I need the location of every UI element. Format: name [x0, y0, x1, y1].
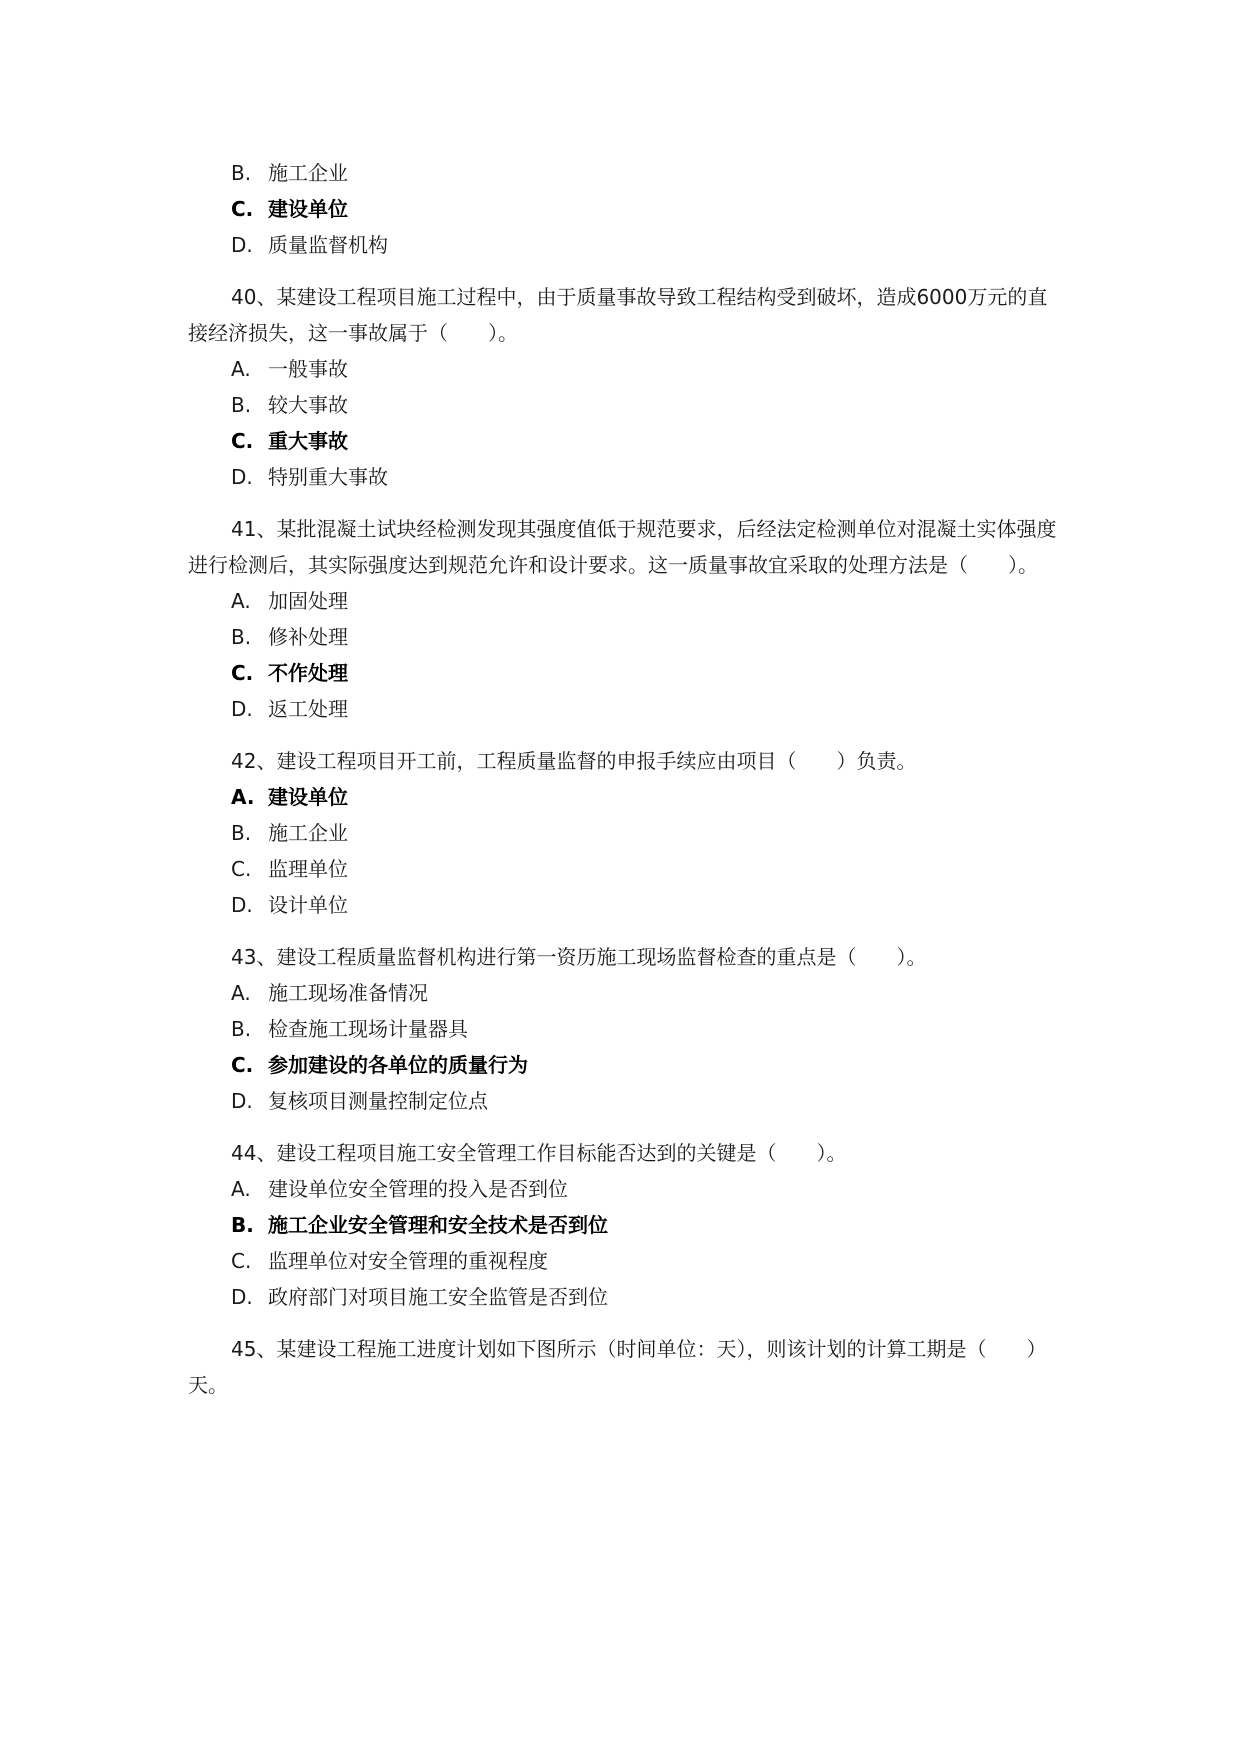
option-a: A. 一般事故	[231, 357, 348, 381]
question-stem: 40、某建设工程项目施工过程中，由于质量事故导致工程结构受到破坏，造成6000万元的直接经济损失，这一事故属于（ ）。	[188, 285, 1048, 345]
option-c-answer: C. 建设单位	[231, 197, 348, 221]
question-45	[188, 1331, 1058, 1403]
option-d: D. 特别重大事故	[231, 465, 388, 489]
question-42	[188, 743, 1058, 923]
option-c-answer: C. 参加建设的各单位的质量行为	[231, 1053, 528, 1077]
question-44	[188, 1135, 1058, 1315]
option-a-answer: A. 建设单位	[231, 785, 348, 809]
document-body	[188, 155, 1058, 1403]
option-c-answer: C. 重大事故	[231, 429, 348, 453]
option-d: D. 质量监督机构	[231, 233, 388, 257]
option-c: C. 监理单位	[231, 857, 348, 881]
option-d: D. 复核项目测量控制定位点	[231, 1089, 488, 1113]
option-b: B. 修补处理	[231, 625, 348, 649]
option-c: C. 监理单位对安全管理的重视程度	[231, 1249, 548, 1273]
question-stem: 44、建设工程项目施工安全管理工作目标能否达到的关键是（ ）。	[231, 1141, 847, 1165]
option-b-answer: B. 施工企业安全管理和安全技术是否到位	[231, 1213, 608, 1237]
option-d: D. 设计单位	[231, 893, 348, 917]
option-c-answer: C. 不作处理	[231, 661, 348, 685]
option-b: B. 较大事故	[231, 393, 348, 417]
question-stem: 45、某建设工程施工进度计划如下图所示（时间单位：天），则该计划的计算工期是（ ）天。	[188, 1337, 1047, 1397]
question-43	[188, 939, 1058, 1119]
question-40	[188, 279, 1058, 495]
option-a: A. 加固处理	[231, 589, 348, 613]
option-b: B. 施工企业	[231, 821, 348, 845]
option-d: D. 返工处理	[231, 697, 348, 721]
question-stem: 41、某批混凝土试块经检测发现其强度值低于规范要求，后经法定检测单位对混凝土实体强度进行检测后，其实际强度达到规范允许和设计要求。这一质量事故宜采取的处理方法是（ ）。	[188, 517, 1057, 577]
option-d: D. 政府部门对项目施工安全监管是否到位	[231, 1285, 608, 1309]
question-stem: 43、建设工程质量监督机构进行第一资历施工现场监督检查的重点是（ ）。	[231, 945, 927, 969]
option-a: A. 建设单位安全管理的投入是否到位	[231, 1177, 568, 1201]
prev-question-options	[188, 155, 1058, 263]
option-b: B. 施工企业	[231, 161, 348, 185]
question-41	[188, 511, 1058, 727]
option-b: B. 检查施工现场计量器具	[231, 1017, 468, 1041]
option-a: A. 施工现场准备情况	[231, 981, 428, 1005]
question-stem: 42、建设工程项目开工前，工程质量监督的申报手续应由项目（ ）负责。	[231, 749, 917, 773]
